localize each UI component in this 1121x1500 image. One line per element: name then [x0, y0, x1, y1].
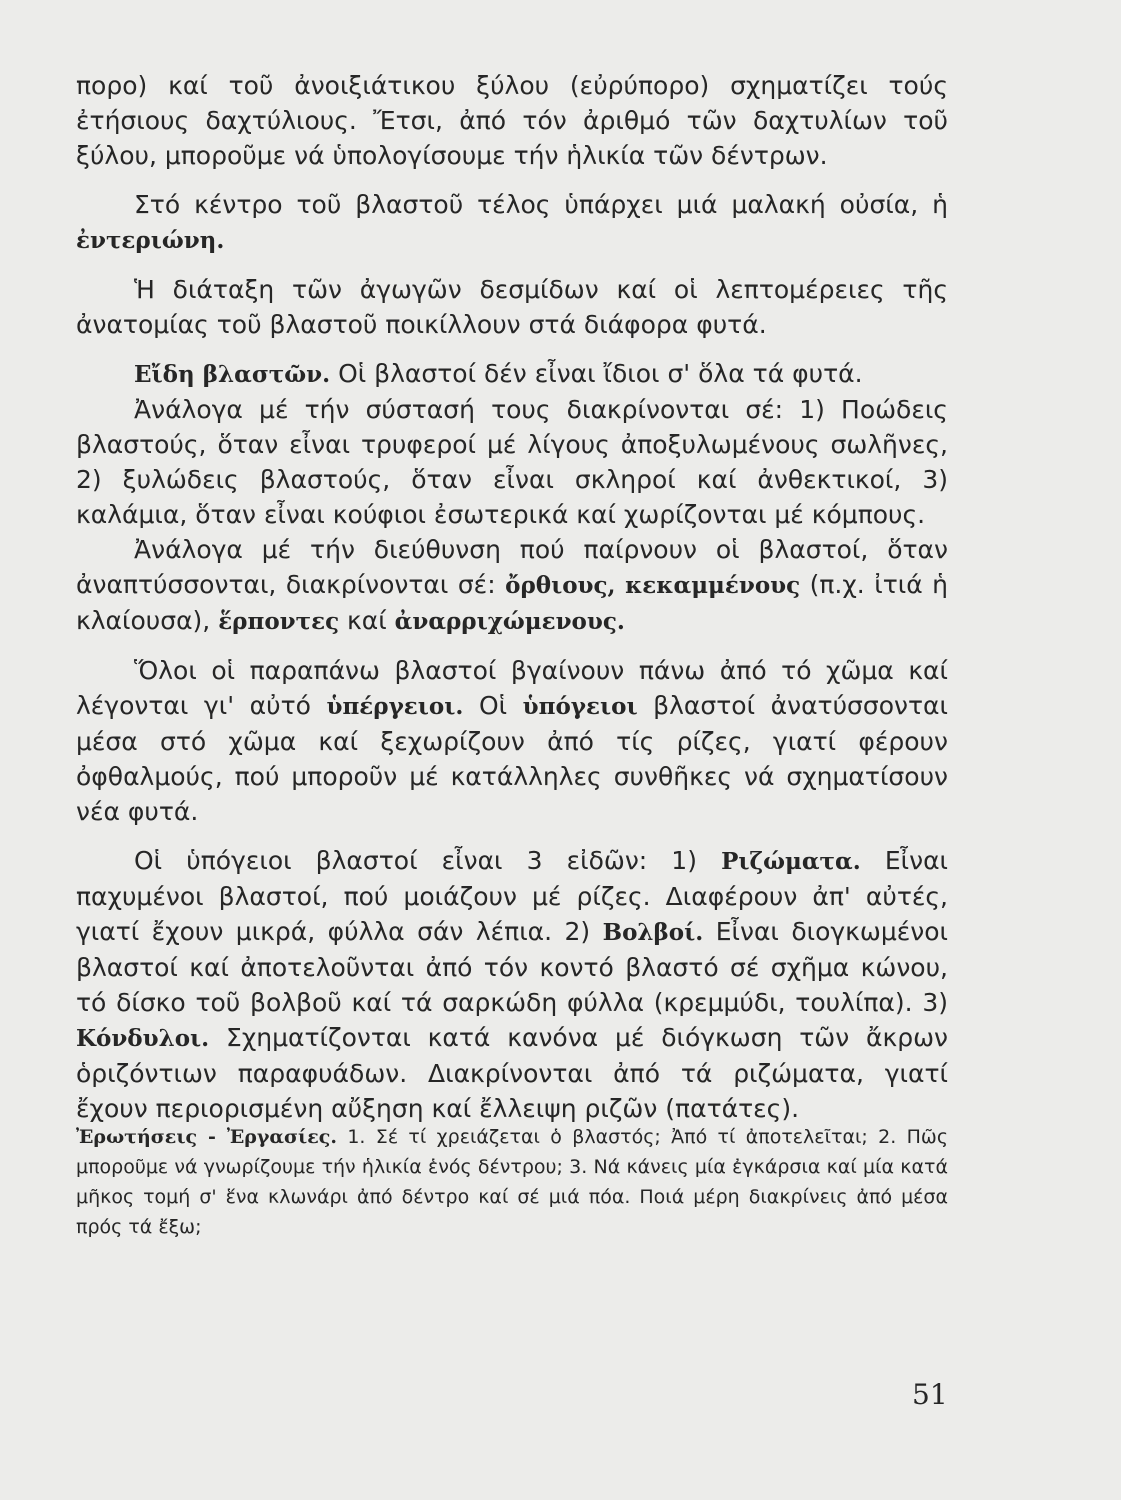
section-heading-types: Εἴδη βλαστῶν. [134, 361, 331, 388]
paragraph-6 [76, 532, 948, 639]
paragraph-1 [76, 68, 948, 173]
paragraph-2 [76, 187, 948, 258]
paragraph-3 [76, 272, 948, 342]
paragraph-4-text: Οἱ βλαστοί δέν εἶναι ἴδιοι σ' ὅλα τά φυτά. [330, 359, 863, 388]
paragraph-7-text-c: βλαστοί ἀνατύσσονται μέσα στό χῶμα καί ξεχωρίζουν ἀπό τίς ρίζες, γιατί φέρουν ὀφθαλμούς, πού μποροῦν μέ κατάλληλες συνθῆκες νά σχηματίσουν νέα φυτά. [76, 691, 948, 826]
page-number: 51 [912, 1378, 948, 1411]
term-ypogeioi: ὑπόγειοι [522, 693, 638, 720]
paragraph-8-text: Οἱ ὑπόγειοι βλαστοί εἶναι 3 εἰδῶν: 1) [134, 846, 722, 875]
term-erpontes: ἕρποντες [218, 608, 340, 635]
paragraph-7 [76, 653, 948, 829]
paragraph-8-text-b: Εἶναι παχυμένοι βλαστοί, πού μοιάζουν μέ ρίζες. Διαφέρουν ἀπ' αὐτές, γιατί ἔχουν μικρά, φύλλα σάν λέπια. 2) [76, 846, 949, 946]
questions-heading: Ἐρωτήσεις - Ἐργασίες. [76, 1126, 337, 1148]
paragraph-2-text: Στό κέντρο τοῦ βλαστοῦ τέλος ὑπάρχει μιά μαλακή οὐσία, ἡ [134, 190, 948, 219]
term-enterioni: ἐντεριώνη. [76, 227, 225, 254]
paragraph-8 [76, 843, 948, 1126]
paragraph-8-text-d: Σχηματίζονται κατά κανόνα μέ διόγκωση τῶν ἄκρων ὁριζόντιων παραφυάδων. Διακρίνονται ἀπό τά ριζώματα, γιατί ἔχουν περιορισμένη αὔξηση καί ἔλλειψη ριζῶν (πατάτες). [76, 1023, 948, 1123]
term-volvoi: Βολβοί. [602, 919, 704, 946]
paragraph-6-text-b: (π.χ. ἰτιά ἡ κλαίουσα), [76, 570, 949, 635]
paragraph-4 [76, 356, 948, 392]
main-text [76, 68, 948, 1140]
paragraph-7-text-b: Οἱ [463, 691, 523, 720]
term-rizomata: Ριζώματα. [721, 848, 861, 875]
paragraph-7-text: Ὅλοι οἱ παραπάνω βλαστοί βγαίνουν πάνω ἀπό τό χῶμα καί λέγονται γι' αὐτό [76, 656, 948, 720]
term-orthioi: ὄρθιους, κεκαμμένους [505, 572, 801, 599]
paragraph-6-text: Ἀνάλογα μέ τήν διεύθυνση πού παίρνουν οἱ βλαστοί, ὅταν ἀναπτύσσονται, διακρίνονται σέ: [76, 535, 948, 599]
questions-block [76, 1122, 948, 1242]
term-ypergeioi: ὑπέργειοι. [326, 693, 464, 720]
paragraph-6-text-c: καί [339, 606, 395, 635]
paragraph-5-text: Ἀνάλογα μέ τήν σύστασή τους διακρίνονται σέ: 1) Ποώδεις βλαστούς, ὅταν εἶναι τρυφεροί μέ λίγους ἀποξυλωμένους σωλῆνες, 2) ξυλώδεις βλαστούς, ὅταν εἶναι σκληροί καί ἀνθεκτικοί, 3) καλάμια, ὅταν εἶναι κούφιοι ἐσωτερικά καί χωρίζονται μέ κόμπους. [76, 395, 948, 529]
paragraph-3-text: Ἡ διάταξη τῶν ἀγωγῶν δεσμίδων καί οἱ λεπτομέρειες τῆς ἀνατομίας τοῦ βλαστοῦ ποικίλλουν στά διάφορα φυτά. [76, 275, 948, 339]
term-anarrichomenoi: ἀναρριχώμενους. [394, 608, 625, 635]
term-kondyloi: Κόνδυλοι. [76, 1025, 210, 1052]
paragraph-5 [76, 392, 948, 532]
questions-text: 1. Σέ τί χρειάζεται ὁ βλαστός; Ἀπό τί ἀποτελεῖται; 2. Πῶς μποροῦμε νά γνωρίζουμε τήν ἡλικία ἑνός δέντρου; 3. Νά κάνεις μία ἐγκάρσια καί μία κατά μῆκος τομή σ' ἕνα κλωνάρι ἀπό δέντρο καί σέ μιά πόα. Ποιά μέρη διακρίνεις ἀπό μέσα πρός τά ἔξω; [76, 1126, 948, 1238]
paragraph-1-text: πορο) καί τοῦ ἀνοιξιάτικου ξύλου (εὐρύπορο) σχηματίζει τούς ἐτήσιους δαχτύλιους. Ἔτσι, ἀπό τόν ἀριθμό τῶν δαχτυλίων τοῦ ξύλου, μποροῦμε νά ὑπολογίσουμε τήν ἡλικία τῶν δέντρων. [76, 71, 948, 170]
paragraph-8-text-c: Εἶναι διογκωμένοι βλαστοί καί ἀποτελοῦνται ἀπό τόν κοντό βλαστό σέ σχῆμα κώνου, τό δίσκο τοῦ βολβοῦ καί τά σαρκώδη φύλλα (κρεμμύδι, τουλίπα). 3) [76, 917, 948, 1017]
